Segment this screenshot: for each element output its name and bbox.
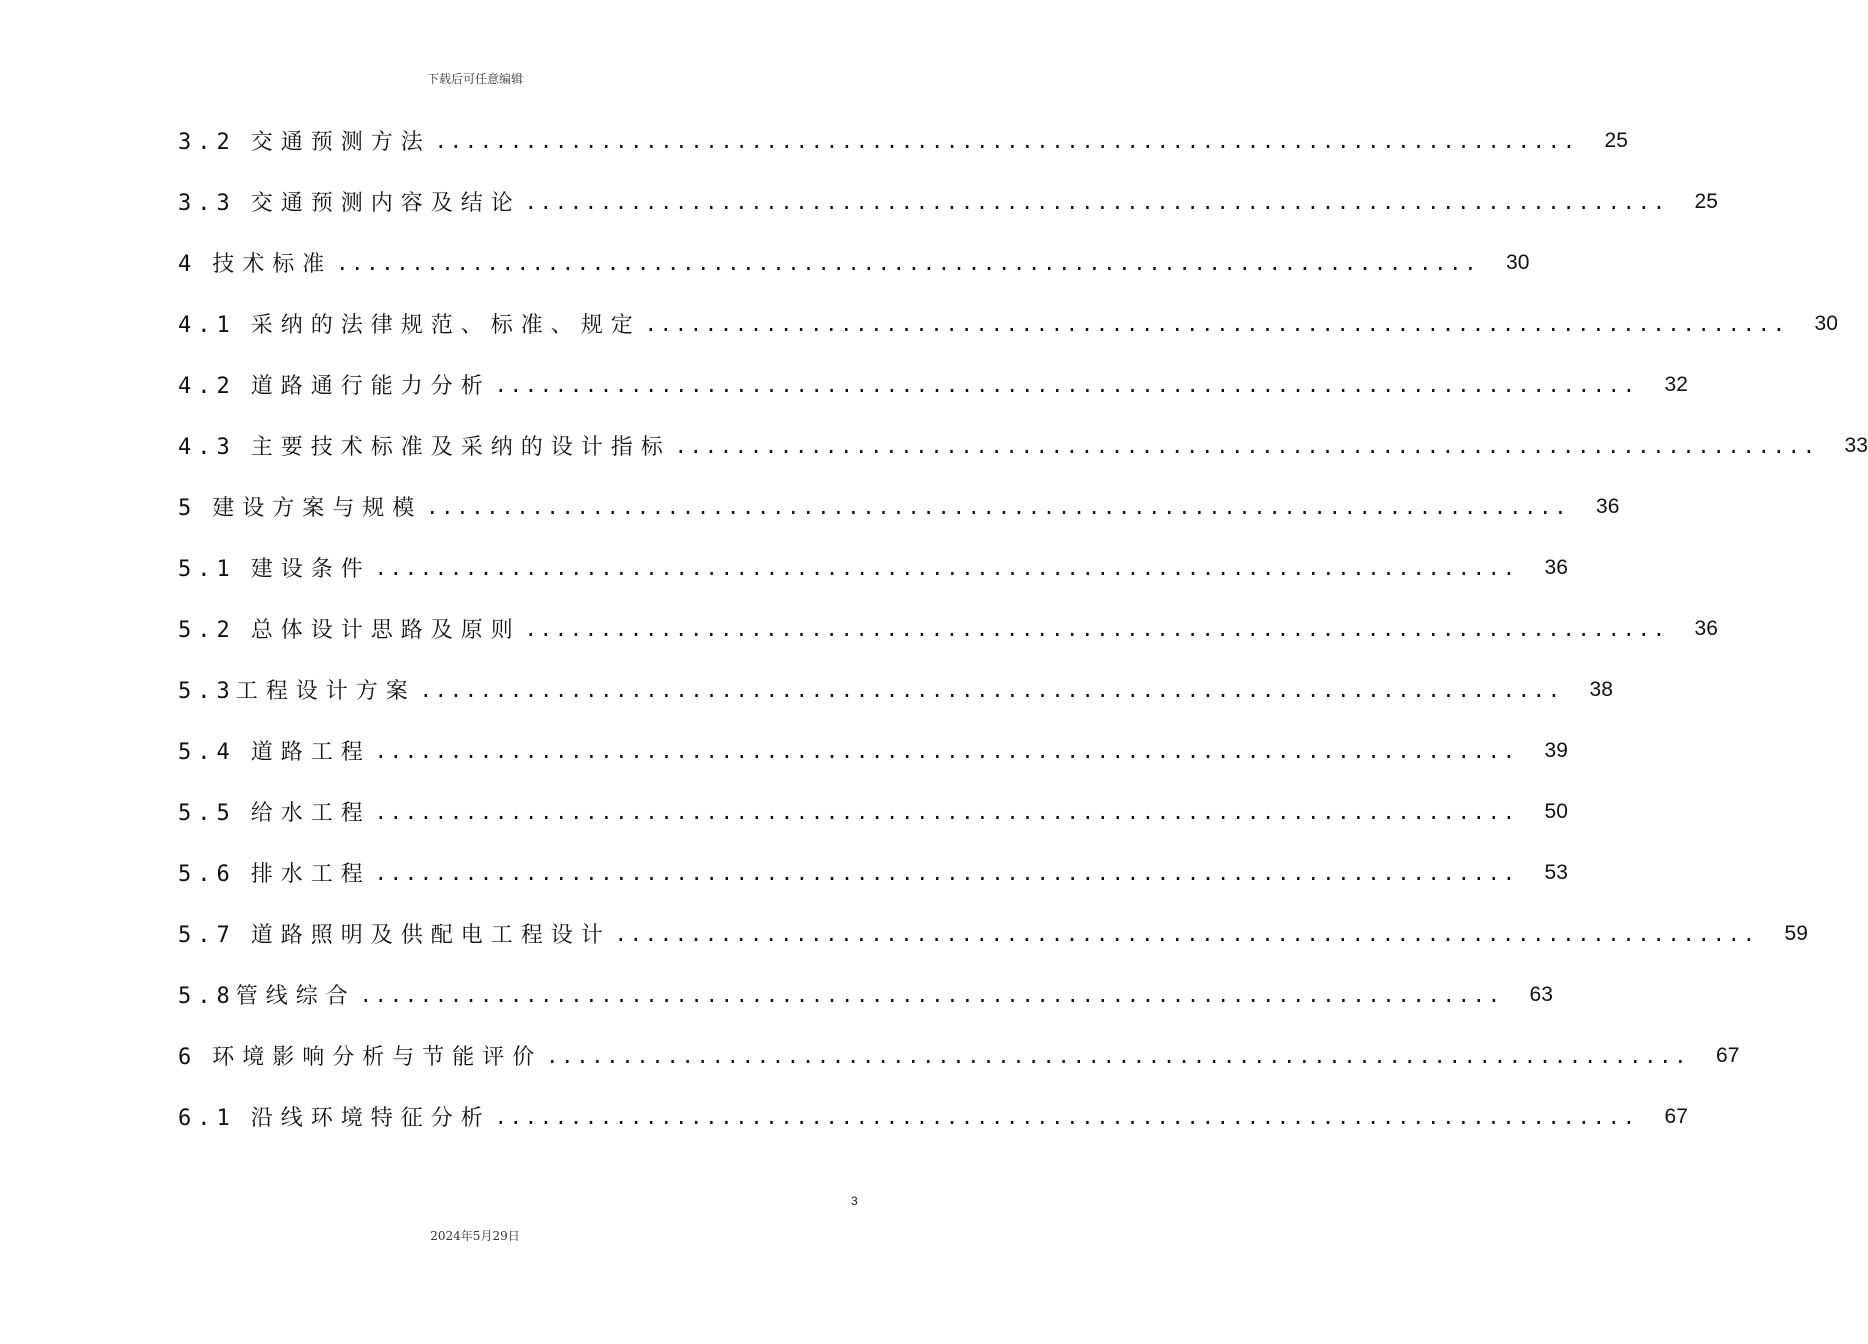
toc-entry-page: 38: [1589, 677, 1613, 701]
toc-entry-page: 36: [1694, 616, 1718, 640]
toc-entry[interactable]: [178, 842, 1568, 903]
toc-entry[interactable]: [178, 1086, 1688, 1147]
toc-leader-dots: ............................................................................: [494, 1104, 1638, 1129]
toc-leader-dots: ............................................................................: [426, 494, 1570, 519]
toc-entry-page: 50: [1544, 799, 1568, 823]
toc-leader-dots: ............................................................................: [494, 372, 1638, 397]
toc-entry-number: 5.5: [178, 801, 236, 826]
toc-leader-dots: ............................................................................: [374, 799, 1518, 824]
toc-entry-title: 管线综合: [235, 984, 356, 1009]
toc-leader-dots: ............................................................................: [674, 433, 1818, 458]
toc-entry-page: 30: [1506, 250, 1530, 274]
toc-entry-page: 30: [1814, 311, 1838, 335]
toc-leader-dots: ............................................................................: [644, 311, 1788, 336]
toc-entry[interactable]: [178, 1025, 1740, 1086]
toc-entry-title: 技术标准: [212, 252, 333, 277]
toc-entry-title-group: [178, 918, 615, 949]
toc-entry-number: 4.2: [178, 374, 236, 399]
toc-entry-title-group: [178, 369, 495, 400]
toc-entry-title: 工程设计方案: [235, 679, 416, 704]
toc-entry-title-group: [178, 552, 375, 583]
toc-leader-dots: ............................................................................: [524, 189, 1668, 214]
toc-entry-title: 交通预测方法: [250, 130, 431, 155]
toc-entry-number: 5.6: [178, 862, 236, 887]
toc-entry-number: 6.1: [178, 1106, 236, 1131]
toc-leader-dots: ............................................................................: [524, 616, 1668, 641]
toc-leader-dots: ............................................................................: [434, 128, 1578, 153]
toc-entry-title: 环境影响分析与节能评价: [212, 1045, 543, 1070]
toc-entry-number: 3.3: [178, 191, 236, 216]
toc-entry[interactable]: [178, 781, 1568, 842]
toc-entry[interactable]: [178, 720, 1568, 781]
toc-entry-title-group: [178, 125, 435, 156]
toc-entry[interactable]: [178, 354, 1688, 415]
toc-entry-title: 道路通行能力分析: [250, 374, 491, 399]
toc-entry-title-group: [178, 186, 525, 217]
toc-entry-page: 39: [1544, 738, 1568, 762]
page-footer-date: 2024年5月29日: [430, 1229, 520, 1243]
toc-entry-title: 总体设计思路及原则: [250, 618, 521, 643]
page-number: 3: [851, 1194, 858, 1208]
toc-entry-title-group: [178, 1040, 546, 1071]
toc-entry-number: 4.1: [178, 313, 236, 338]
toc-entry[interactable]: [178, 659, 1613, 720]
toc-entry-page: 59: [1784, 921, 1808, 945]
toc-entry-title: 交通预测内容及结论: [250, 191, 521, 216]
toc-entry-title: 排水工程: [250, 862, 371, 887]
toc-entry-number: 3.2: [178, 130, 236, 155]
toc-entry-title: 沿线环境特征分析: [250, 1106, 491, 1131]
toc-entry[interactable]: [178, 903, 1808, 964]
toc-entry[interactable]: [178, 232, 1530, 293]
toc-entry-number: 4: [178, 252, 198, 277]
toc-entry-title-group: [178, 308, 645, 339]
toc-entry-title: 建设方案与规模: [212, 496, 423, 521]
toc-entry[interactable]: [178, 964, 1553, 1025]
toc-entry[interactable]: [178, 171, 1718, 232]
toc-entry-page: 53: [1544, 860, 1568, 884]
toc-leader-dots: ............................................................................: [614, 921, 1758, 946]
toc-entry[interactable]: [178, 476, 1620, 537]
toc-entry[interactable]: [178, 537, 1568, 598]
toc-entry-title-group: [178, 1101, 495, 1132]
toc-entry-number: 5.2: [178, 618, 236, 643]
toc-entry-number: 5.4: [178, 740, 236, 765]
toc-entry-title: 采纳的法律规范、标准、规定: [250, 313, 641, 338]
toc-entry[interactable]: [178, 415, 1868, 476]
toc-entry-number: 5.7: [178, 923, 236, 948]
toc-entry-title-group: [178, 735, 375, 766]
toc-entry-page: 32: [1664, 372, 1688, 396]
toc-entry-page: 67: [1716, 1043, 1740, 1067]
toc-entry-number: 5: [178, 496, 198, 521]
toc-entry-title-group: [178, 857, 375, 888]
toc-entry-page: 36: [1544, 555, 1568, 579]
toc-leader-dots: ............................................................................: [374, 555, 1518, 580]
toc-entry-title-group: [178, 491, 426, 522]
toc-leader-dots: ............................................................................: [546, 1043, 1690, 1068]
toc-entry-title: 道路照明及供配电工程设计: [250, 923, 611, 948]
toc-entry-title-group: [178, 979, 360, 1010]
toc-entry[interactable]: [178, 110, 1628, 171]
toc-entry-title-group: [178, 247, 336, 278]
toc-leader-dots: ............................................................................: [336, 250, 1480, 275]
toc-leader-dots: ............................................................................: [374, 860, 1518, 885]
toc-entry[interactable]: [178, 293, 1838, 354]
toc-entry-number: 5.1: [178, 557, 236, 582]
toc-entry-title-group: [178, 796, 375, 827]
toc-entry-page: 33: [1844, 433, 1868, 457]
toc-entry-page: 63: [1529, 982, 1553, 1006]
toc-entry-number: 4.3: [178, 435, 236, 460]
toc-entry-page: 36: [1596, 494, 1620, 518]
toc-entry-title-group: [178, 430, 675, 461]
toc-leader-dots: ............................................................................: [359, 982, 1503, 1007]
toc-leader-dots: ............................................................................: [419, 677, 1563, 702]
toc-leader-dots: ............................................................................: [374, 738, 1518, 763]
toc-entry-title: 道路工程: [250, 740, 371, 765]
toc-entry-title: 给水工程: [250, 801, 371, 826]
toc-entry-page: 67: [1664, 1104, 1688, 1128]
table-of-contents: [178, 110, 1868, 1147]
toc-entry-page: 25: [1694, 189, 1718, 213]
toc-entry-number: 5.8: [178, 984, 236, 1009]
toc-entry-title-group: [178, 613, 525, 644]
toc-entry-page: 25: [1604, 128, 1628, 152]
toc-entry-title-group: [178, 674, 420, 705]
toc-entry[interactable]: [178, 598, 1718, 659]
toc-entry-title: 主要技术标准及采纳的设计指标: [250, 435, 671, 460]
page-header: 下载后可任意编辑: [426, 72, 523, 86]
toc-entry-title: 建设条件: [250, 557, 371, 582]
toc-entry-number: 6: [178, 1045, 198, 1070]
toc-entry-number: 5.3: [178, 679, 236, 704]
